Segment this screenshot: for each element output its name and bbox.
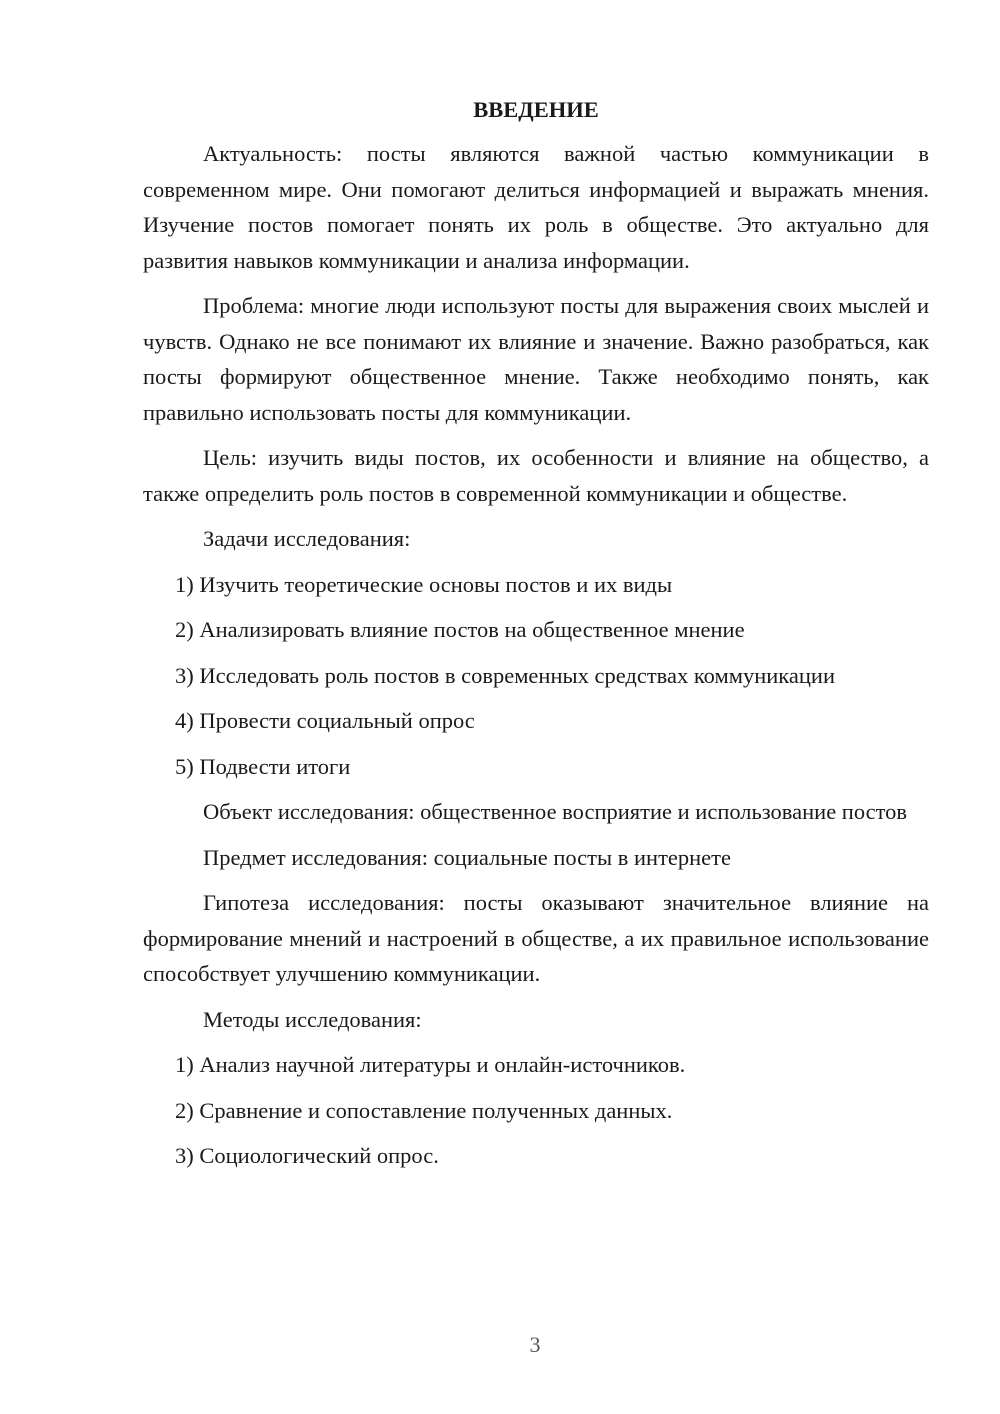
methods-list: [143, 1047, 929, 1174]
document-page: [143, 92, 929, 1184]
list-item: 1) Изучить теоретические основы постов и их виды: [175, 571, 673, 597]
problem-paragraph: Проблема: многие люди используют посты для выражения своих мыслей и чувств. Однако не все понимают их влияние и значение. Важно разобраться, как посты формируют общественное мнение. Также необходимо понять, как правильно использовать посты для коммуникации.: [143, 293, 929, 425]
subject-paragraph: Предмет исследования: социальные посты в интернете: [203, 844, 731, 870]
page-number: 3: [529, 1332, 541, 1357]
methods-heading: Методы исследования:: [203, 1006, 422, 1032]
goal-paragraph: Цель: изучить виды постов, их особенности и влияние на общество, а также определить роль постов в современной коммуникации и обществе.: [143, 445, 929, 506]
object-paragraph: Объект исследования: общественное восприятие и использование постов: [203, 799, 908, 824]
page-title: ВВЕДЕНИЕ: [473, 97, 599, 122]
list-item: 4) Провести социальный опрос: [175, 708, 475, 733]
list-item: 2) Сравнение и сопоставление полученных данных.: [175, 1097, 673, 1123]
tasks-list: [143, 567, 929, 785]
relevance-paragraph: Актуальность: посты являются важной частью коммуникации в современном мире. Они помогают делиться информацией и выражать мнения. Изучение постов помогает понять их роль в обществе. Это актуально для развития навыков коммуникации и анализа информации.: [143, 141, 929, 273]
list-item: 1) Анализ научной литературы и онлайн-источников.: [175, 1052, 686, 1077]
list-item: 2) Анализировать влияние постов на общественное мнение: [175, 617, 745, 642]
tasks-heading: Задачи исследования:: [203, 526, 411, 551]
list-item: 3) Социологический опрос.: [175, 1143, 439, 1168]
list-item: 5) Подвести итоги: [175, 753, 351, 779]
list-item: 3) Исследовать роль постов в современных средствах коммуникации: [175, 662, 835, 688]
hypothesis-paragraph: Гипотеза исследования: посты оказывают значительное влияние на формирование мнений и настроений в обществе, а их правильное использование способствует улучшению коммуникации.: [143, 890, 929, 986]
